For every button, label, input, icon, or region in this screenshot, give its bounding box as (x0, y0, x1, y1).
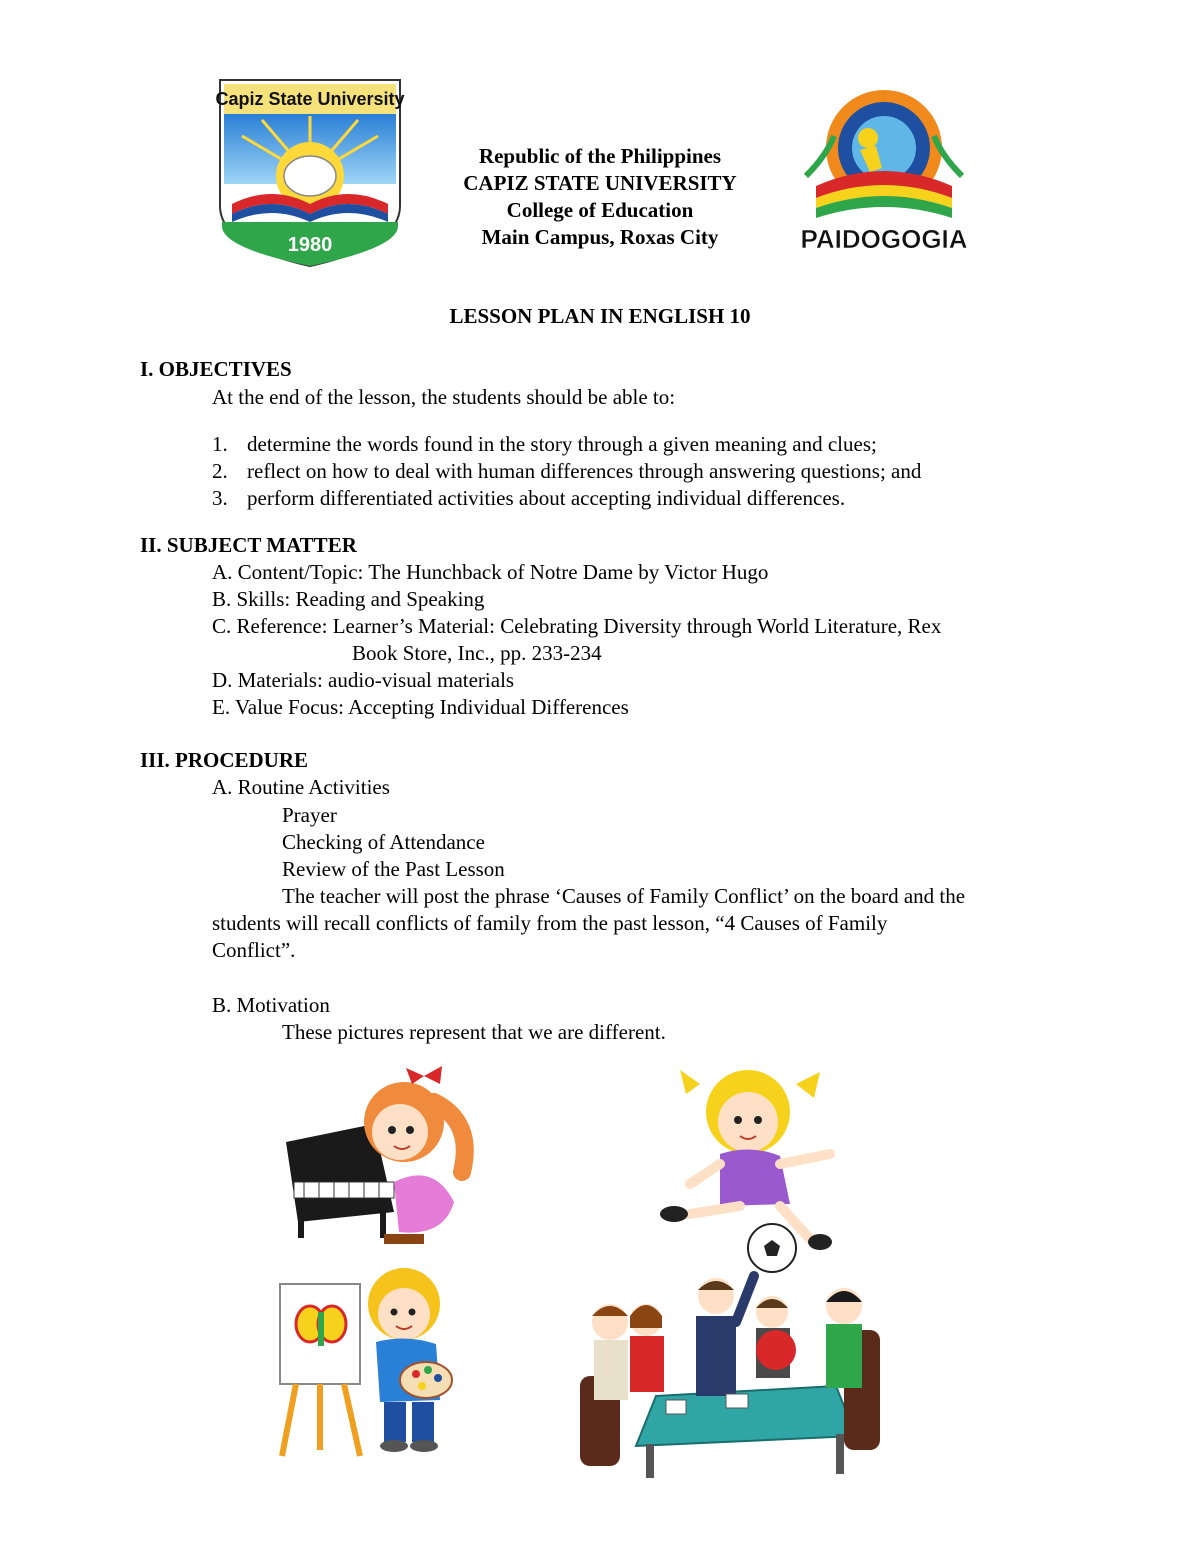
objective-item-number: 3. (212, 486, 228, 510)
girl-playing-soccer-image (660, 1064, 850, 1274)
objective-item-number: 2. (212, 459, 228, 483)
logo-left-title: Capiz State University (215, 89, 405, 109)
subject-content-topic: A. Content/Topic: The Hunchback of Notre Dame by Victor Hugo (212, 560, 769, 584)
review-paragraph-line: Conflict”. (212, 938, 296, 962)
institution-header (400, 143, 800, 251)
subject-skills: B. Skills: Reading and Speaking (212, 587, 485, 611)
objectives-heading: I. OBJECTIVES (140, 357, 292, 381)
objective-item-text: reflect on how to deal with human differences through answering questions; and (247, 459, 922, 483)
objective-item-number: 1. (212, 432, 228, 456)
routine-attendance: Checking of Attendance (282, 830, 485, 854)
header-line-campus: Main Campus, Roxas City (481, 225, 719, 249)
capiz-state-university-logo (212, 76, 408, 270)
objectives-intro: At the end of the lesson, the students should be able to: (212, 385, 676, 409)
subject-reference: C. Reference: Learner’s Material: Celebrating Diversity through World Literature, Rex (212, 614, 942, 638)
routine-prayer: Prayer (282, 803, 337, 827)
subject-materials: D. Materials: audio-visual materials (212, 668, 515, 692)
procedure-heading: III. PROCEDURE (140, 748, 309, 772)
header-line-university: CAPIZ STATE UNIVERSITY (463, 171, 737, 195)
motivation-text: These pictures represent that we are different. (282, 1020, 666, 1044)
header-line-college: College of Education (506, 198, 694, 222)
header-line-republic: Republic of the Philippines (478, 144, 722, 168)
logo-left-year: 1980 (287, 234, 333, 256)
motivation-heading: B. Motivation (212, 993, 330, 1017)
objective-item-text: perform differentiated activities about accepting individual differences. (247, 486, 846, 510)
subject-value-focus: E. Value Focus: Accepting Individual Differences (212, 695, 629, 719)
review-paragraph-line: The teacher will post the phrase ‘Causes of Family Conflict’ on the board and the (282, 884, 966, 908)
college-of-education-logo (786, 76, 982, 256)
routine-activities-heading: A. Routine Activities (212, 775, 390, 799)
logo-right-word: PAIDOGOGIA (800, 224, 968, 254)
girl-playing-piano-image (284, 1062, 484, 1254)
objective-item-text: determine the words found in the story through a given meaning and clues; (247, 432, 877, 456)
subject-matter-heading: II. SUBJECT MATTER (140, 533, 357, 557)
page-title: LESSON PLAN IN ENGLISH 10 (449, 304, 751, 328)
routine-review: Review of the Past Lesson (282, 857, 505, 881)
group-discussion-image (576, 1266, 888, 1484)
review-paragraph-line: students will recall conflicts of family from the past lesson, “4 Causes of Family (212, 911, 888, 935)
boy-painting-image (276, 1260, 466, 1460)
subject-reference-continued: Book Store, Inc., pp. 233-234 (352, 641, 602, 665)
